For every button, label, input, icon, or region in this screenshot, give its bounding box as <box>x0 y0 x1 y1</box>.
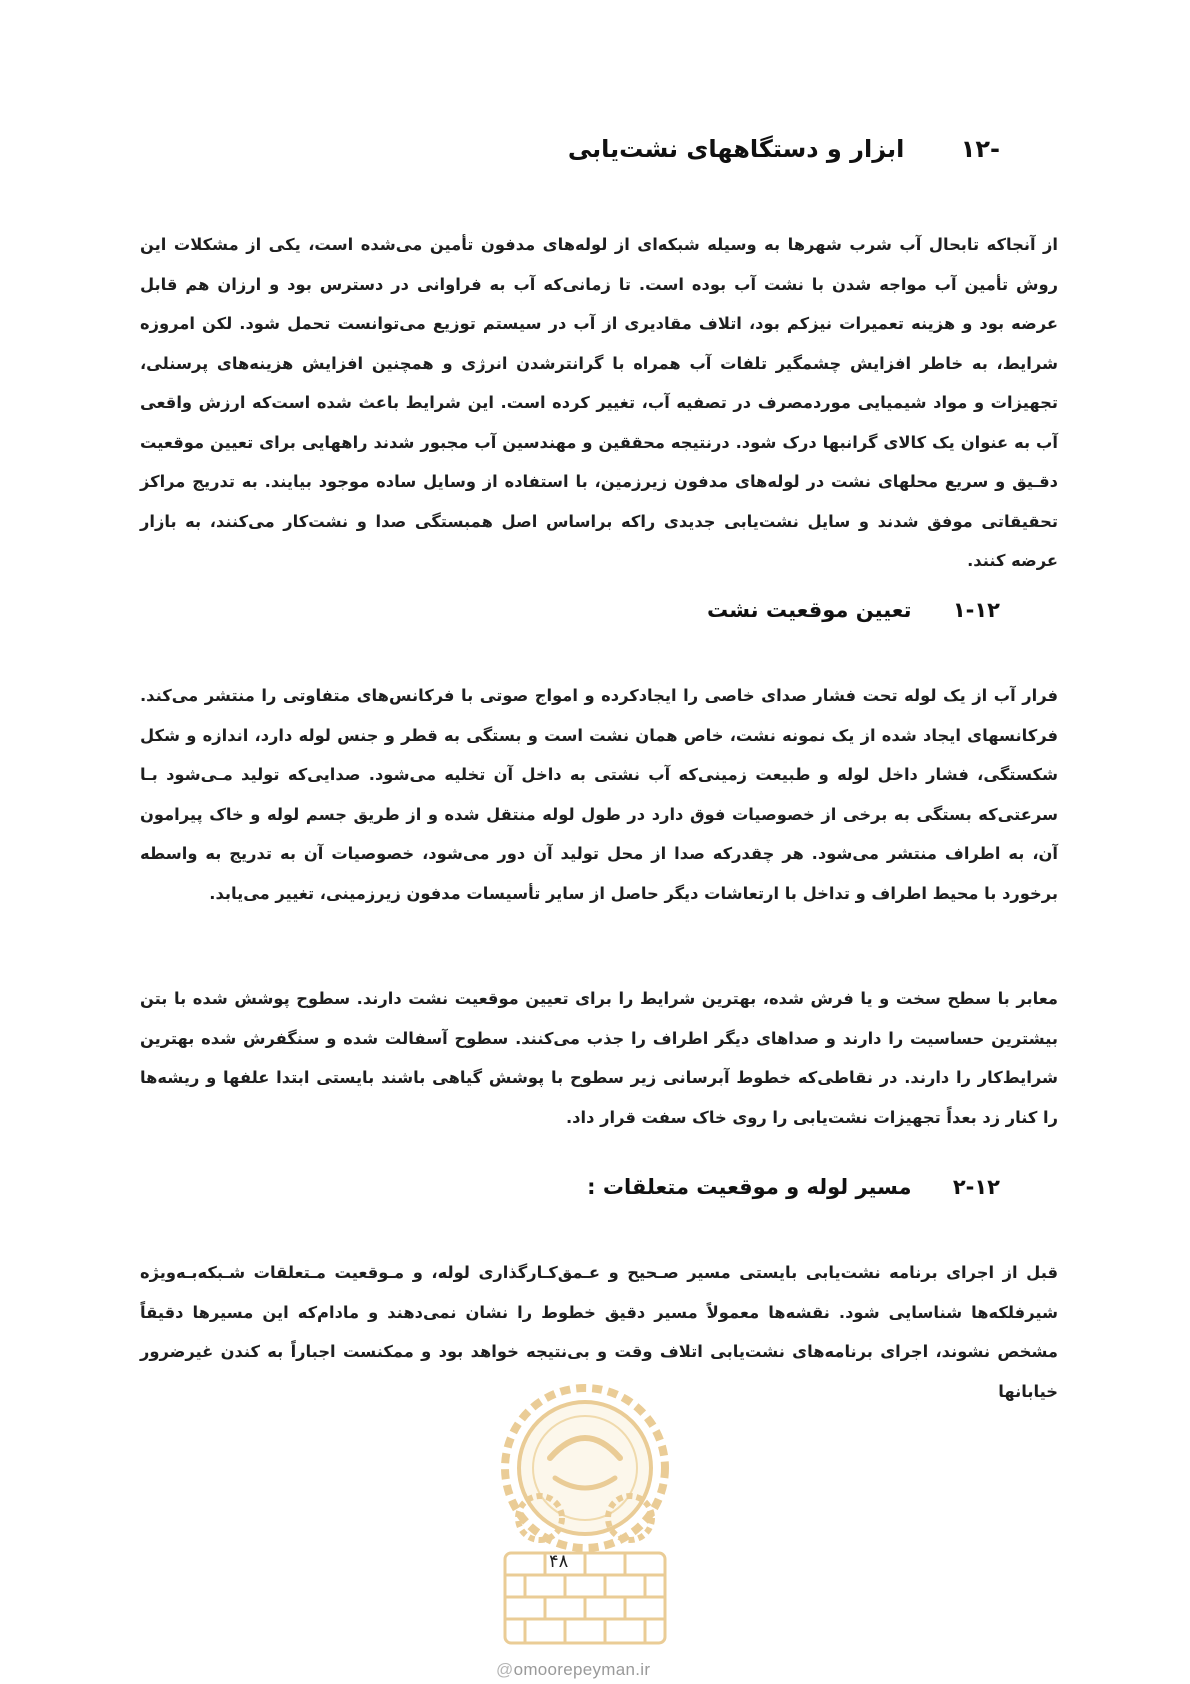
page-number: ۴۸ <box>549 1551 569 1572</box>
brick-wall-icon <box>505 1553 665 1643</box>
seal-gear-icon <box>505 1388 665 1548</box>
section-1-title: تعیین موقعیت نشت <box>707 598 912 622</box>
at-sign-icon: @ <box>496 1660 514 1679</box>
chapter-title: ابزار و دستگاههای نشت‌یابی <box>567 135 905 163</box>
section-1-paragraph-2: معابر با سطح سخت و یا فرش شده، بهترین شرایط را برای تعیین موقعیت نشت دارند. سطوح پوشش شده با بتن بیشترین حساسیت را دارند و صداهای دیگر اطراف را جذب می‌کنند. سطوح آسفالت شده و سنگفرش شده بهترین شرایط‌کار را دارند. در نقاطی‌که خطوط آبرسانی زیر سطوح با پوشش گیاهی باشند بایستی ابتدا علفها و ریشه‌ها را کنار زد بعداً تجهیزات نشت‌یابی را روی خاک سفت قرار داد. <box>140 989 1058 1127</box>
chapter-heading <box>568 135 1000 163</box>
seal-watermark <box>470 1378 700 1668</box>
section-1-number: ۱-۱۲ <box>952 598 1000 622</box>
chapter-number: -۱۲ <box>960 135 1000 163</box>
section-1-paragraph-1: فرار آب از یک لوله تحت فشار صدای خاصی را ایجادکرده و امواج صوتی با فرکانس‌های متفاوتی را منتشر می‌کند. فرکانسهای ایجاد شده از یک نمونه نشت، خاص همان نشت است و بستگی به قطر و جنس لوله دارد، اندازه و شکل شکستگی، فشار داخل لوله و طبیعت زمینی‌که آب نشتی به داخل آن تخلیه می‌شود. صدایی‌که تولید مـی‌شود بـا سرعتی‌که بستگی به برخی از خصوصیات فوق دارد در طول لوله منتقل شده و از طریق جسم لوله و خاک پیرامون آن، به اطراف منتشر می‌شود. هر چقدرکه صدا از محل تولید آن دور می‌شود، خصوصیات آن به تدریج به واسطه برخورد با محیط اطراف و تداخل با ارتعاشات دیگر حاصل از سایر تأسیسات مدفون زیرزمینی، تغییر می‌یابد. <box>140 686 1058 903</box>
section-2-heading <box>587 1175 1000 1199</box>
section-1-heading <box>707 598 1000 622</box>
intro-paragraph: از آنجاکه تابحال آب شرب شهرها به وسیله شبکه‌ای از لوله‌های مدفون تأمین می‌شده است، یکی از مشکلات این روش تأمین آب مواجه شدن با نشت آب بوده است. تا زمانی‌که آب به فراوانی در دسترس بود و ارزان هم قابل عرضه بود و هزینه تعمیرات نیزکم بود، اتلاف مقادیری از آب در سیستم توزیع می‌توانست تحمل شود. لکن امروزه شرایط، به خاطر افزایش چشمگیر تلفات آب همراه با گرانترشدن انرژی و همچنین افزایش هزینه‌های پرسنلی، تجهیزات و مواد شیمیایی موردمصرف در تصفیه آب، تغییر کرده است. این شرایط باعث شده است‌که ارزش واقعی آب به عنوان یک کالای گرانبها درک شود. درنتیجه محققین و مهندسین آب مجبور شدند راههایی برای تعیین موقعیت دقـیق و سریع محلهای نشت در لوله‌های مدفون زیرزمین، با استفاده از وسایل ساده موجود بیایند. به تدریج مراکز تحقیقاتی موفق شدند و سایل نشت‌یابی جدیدی راکه براساس اصل همبستگی صدا و نشت‌کار می‌کنند، به بازار عرضه کنند. <box>140 235 1058 570</box>
section-2-number: ۲-۱۲ <box>952 1175 1000 1199</box>
website-text: omoorepeyman.ir <box>513 1660 651 1679</box>
website-label <box>496 1660 650 1680</box>
section-2-paragraph-1: قبل از اجرای برنامه نشت‌یابی بایستی مسیر صـحیح و عـمق‌کـارگذاری لوله، و مـوقعیت مـتعلقات شـبکه‌بـه‌ویژه شیرفلکه‌ها شناسایی شود. نقشه‌ها معمولاً مسیر دقیق خطوط را نشان نمی‌دهند و مادام‌که این مسیرها دقیقاً مشخص نشوند، اجرای برنامه‌های نشت‌یابی اتلاف وقت و بی‌نتیجه خواهد بود و ممکنست اجباراً به کندن غیرضرور خیابانها <box>140 1263 1058 1401</box>
section-2-title: مسیر لوله و موقعیت متعلقات : <box>587 1175 912 1199</box>
